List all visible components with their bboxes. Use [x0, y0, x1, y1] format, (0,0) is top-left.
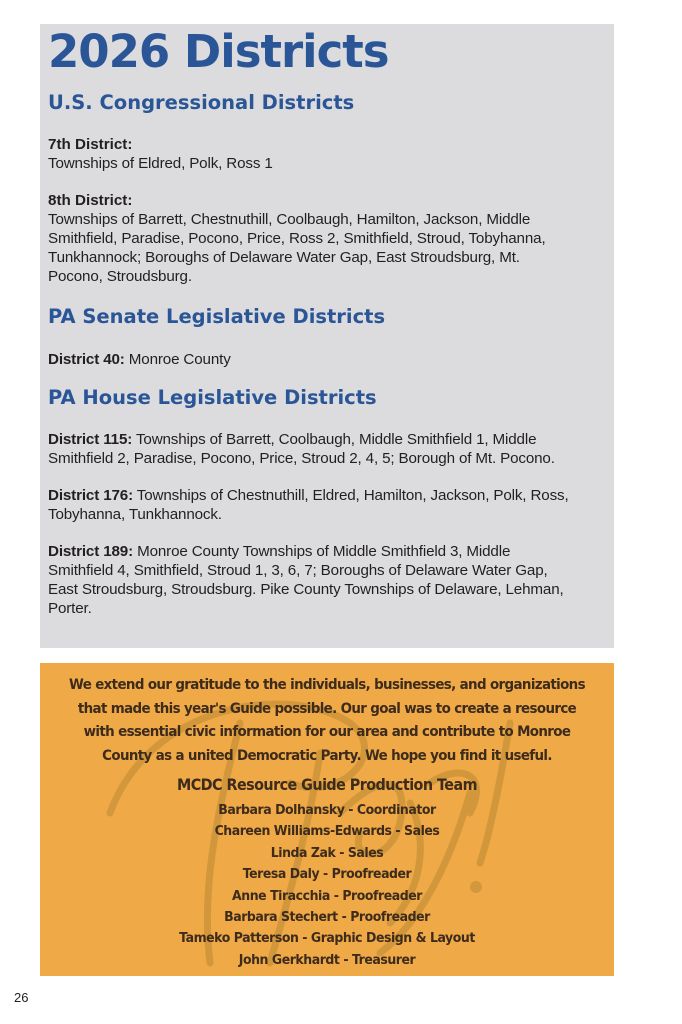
district-7-block [48, 135, 606, 173]
team-member: Tameko Patterson - Graphic Design & Layout [179, 930, 475, 947]
page-number: 26 [14, 990, 29, 1005]
team-member: Anne Tiracchia - Proofreader [232, 887, 422, 904]
district-176-block [48, 486, 606, 524]
team-member: Barbara Dolhansky - Coordinator [218, 802, 436, 818]
district-40-block [48, 350, 606, 369]
district-189-line: Porter. [48, 600, 92, 618]
congressional-heading: U.S. Congressional Districts [48, 91, 355, 114]
district-115-line: Smithfield 2, Paradise, Pocono, Price, Stroud 2, 4, 5; Borough of Mt. Pocono. [48, 450, 555, 468]
thanks-message-line: We extend our gratitude to the individuals, businesses, and organizations [69, 676, 585, 693]
district-8-block [48, 191, 606, 286]
district-189-block [48, 542, 606, 618]
thanks-message-line: County as a united Democratic Party. We hope you find it useful. [102, 746, 552, 764]
team-member: Linda Zak - Sales [270, 844, 384, 861]
district-189-label: District 189: [48, 543, 133, 561]
district-8-label: 8th District: [48, 192, 133, 210]
district-8-line: Pocono, Stroudsburg. [48, 268, 192, 286]
team-list [40, 800, 614, 971]
team-member: Teresa Daly - Proofreader [242, 866, 412, 883]
district-176-label: District 176: [48, 487, 133, 505]
team-member: John Gerkhardt - Treasurer [238, 951, 416, 968]
team-heading: MCDC Resource Guide Production Team [176, 776, 478, 794]
district-176-line: Tobyhanna, Tunkhannock. [48, 506, 222, 524]
district-189-line: Smithfield 4, Smithfield, Stroud 1, 3, 6, 7; Boroughs of Delaware Water Gap, [48, 562, 548, 580]
district-8-line: Townships of Barrett, Chestnuthill, Coolbaugh, Hamilton, Jackson, Middle [48, 211, 531, 229]
thanks-panel [40, 663, 614, 976]
district-176-first-line: Townships of Chestnuthill, Eldred, Hamilton, Jackson, Polk, Ross, [133, 487, 569, 505]
districts-panel [40, 24, 614, 648]
senate-heading: PA Senate Legislative Districts [48, 305, 386, 329]
district-8-line: Tunkhannock; Boroughs of Delaware Water Gap, East Stroudsburg, Mt. [48, 249, 520, 267]
district-115-block [48, 430, 606, 468]
district-7-text: Townships of Eldred, Polk, Ross 1 [48, 155, 273, 173]
district-8-line: Smithfield, Paradise, Pocono, Price, Ross 2, Smithfield, Stroud, Tobyhanna, [48, 230, 546, 248]
district-115-first-line: Townships of Barrett, Coolbaugh, Middle Smithfield 1, Middle [132, 431, 537, 449]
district-7-label: 7th District: [48, 136, 133, 154]
district-189-line: East Stroudsburg, Stroudsburg. Pike County Townships of Delaware, Lehman, [48, 581, 564, 599]
page-title: 2026 Districts [48, 25, 389, 78]
thanks-content [40, 673, 614, 971]
house-heading: PA House Legislative Districts [48, 385, 377, 409]
team-member: Chareen Williams-Edwards - Sales [214, 823, 440, 840]
team-member: Barbara Stechert - Proofreader [224, 909, 430, 926]
district-40-label: District 40: [48, 350, 125, 368]
thanks-message-line: with essential civic information for our area and contribute to Monroe [83, 723, 571, 740]
district-115-label: District 115: [48, 431, 133, 449]
thanks-message [63, 673, 591, 767]
district-40-text: Monroe County [124, 350, 231, 368]
thanks-message-line: that made this year's Guide possible. Our goal was to create a resource [77, 699, 577, 717]
district-189-first-line: Monroe County Townships of Middle Smithfield 3, Middle [133, 543, 511, 561]
